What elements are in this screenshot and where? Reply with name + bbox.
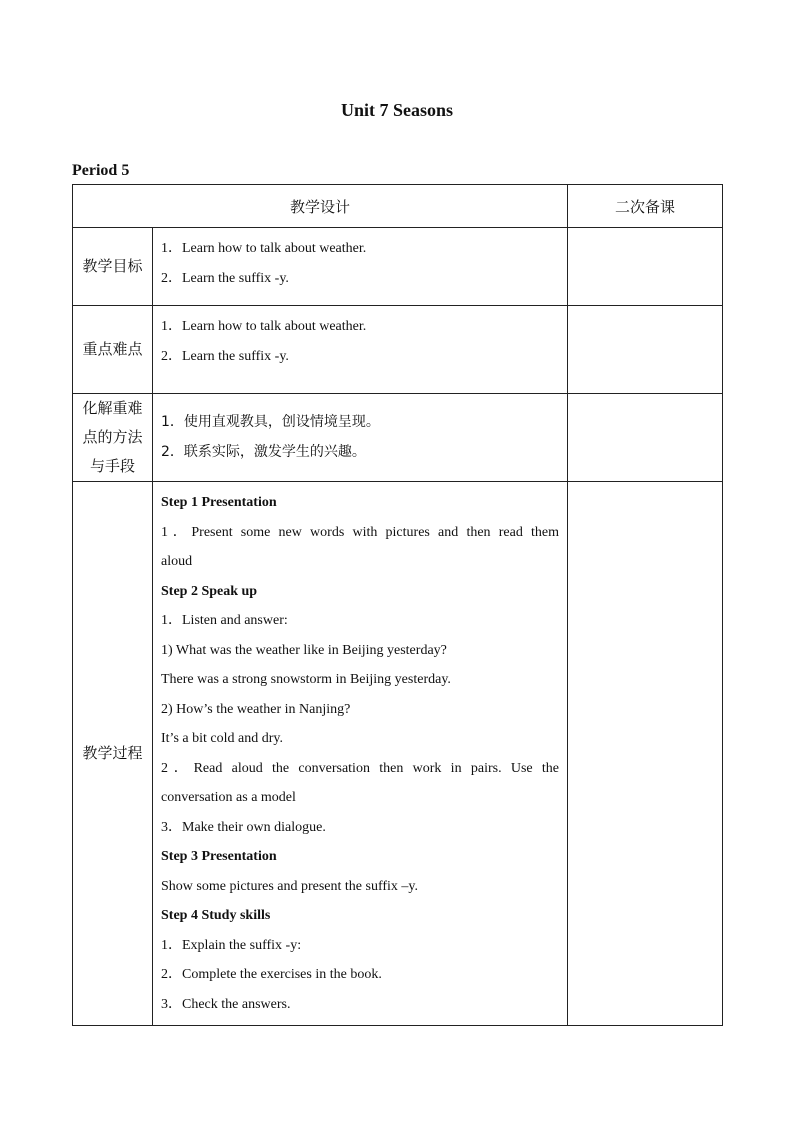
methods-label — [73, 394, 153, 482]
methods-label-line: 点的方法 — [82, 428, 143, 446]
header-design: 教学设计 — [73, 185, 568, 228]
step-line: aloud — [161, 554, 193, 569]
step-title: Step 2 Speak up — [161, 583, 258, 599]
step-line: 2．Read aloud the conversation then work in pairs. Use the — [161, 760, 560, 776]
header-revision: 二次备课 — [568, 185, 723, 228]
step-line: There was a strong snowstorm in Beijing yesterday. — [161, 672, 451, 687]
step-line: 1．Listen and answer: — [161, 613, 288, 628]
objectives-revision-cell — [568, 228, 723, 306]
methods-content — [153, 394, 568, 482]
step-title: Step 4 Study skills — [161, 908, 271, 923]
methods-revision-cell — [568, 394, 723, 482]
method-item: 1．使用直观教具，创设情境呈现。 — [161, 414, 380, 430]
step-line: 3．Check the answers. — [161, 996, 291, 1012]
step-line: 1．Explain the suffix -y: — [161, 937, 302, 953]
period-label: Period 5 — [72, 162, 130, 179]
objective-item: 2．Learn the suffix -y. — [161, 270, 289, 286]
step-title: Step 3 Presentation — [161, 849, 277, 864]
process-row — [73, 482, 723, 1026]
step-line: It’s a bit cold and dry. — [161, 731, 283, 746]
key-points-row — [73, 306, 723, 394]
key-points-label: 重点难点 — [73, 306, 153, 394]
step-line: 2) How’s the weather in Nanjing? — [161, 701, 351, 717]
key-point-item: 2．Learn the suffix -y. — [161, 348, 289, 364]
process-content — [153, 482, 568, 1026]
method-item: 2．联系实际，激发学生的兴趣。 — [161, 443, 366, 460]
process-revision-cell — [568, 482, 723, 1026]
step-line: 1) What was the weather like in Beijing yesterday? — [161, 642, 447, 658]
header-row — [73, 185, 723, 228]
document-title: Unit 7 Seasons — [340, 100, 454, 120]
step-line: 3．Make their own dialogue. — [161, 819, 326, 835]
step-title: Step 1 Presentation — [161, 495, 277, 510]
objectives-content — [153, 228, 568, 306]
methods-row — [73, 394, 723, 482]
key-points-revision-cell — [568, 306, 723, 394]
process-label: 教学过程 — [73, 482, 153, 1026]
methods-label-line: 化解重难 — [82, 399, 143, 417]
objectives-row — [73, 228, 723, 306]
step-line: 1．Present some new words with pictures and then read them — [161, 524, 560, 540]
step-line: Show some pictures and present the suffix –y. — [161, 878, 419, 894]
key-point-item: 1．Learn how to talk about weather. — [161, 319, 367, 334]
objective-item: 1．Learn how to talk about weather. — [161, 241, 367, 256]
methods-label-line: 与手段 — [89, 457, 135, 475]
step-line: 2．Complete the exercises in the book. — [161, 967, 382, 982]
lesson-plan-table — [72, 184, 723, 1026]
key-points-content — [153, 306, 568, 394]
step-line: conversation as a model — [161, 790, 296, 805]
objectives-label: 教学目标 — [73, 228, 153, 306]
